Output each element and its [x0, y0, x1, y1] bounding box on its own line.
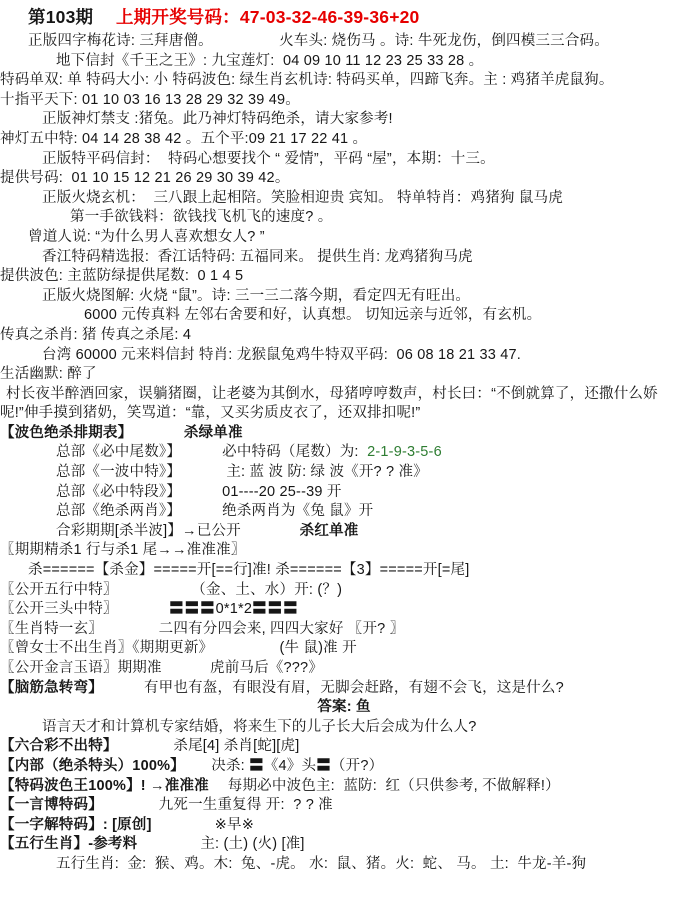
line-segment: 【特码波色王100%】! →准准准 [0, 777, 209, 794]
line-segment: 〓〓〓 [252, 601, 299, 618]
line-segment: 十指平天下: 01 10 03 16 13 28 29 32 39 49。 [0, 91, 300, 108]
text-line [0, 287, 688, 307]
line-segment: 【六合彩不出特】 [0, 738, 111, 755]
text-line [0, 91, 688, 111]
text-line [0, 777, 688, 797]
text-line [0, 248, 688, 268]
line-segment: 主: (土) (火) [准] [137, 836, 305, 853]
text-line [0, 737, 688, 757]
line-segment: 正版神灯禁支 :猪兔。此乃神灯特码绝杀，请大家参考! [42, 111, 393, 128]
line-segment: 〓〓〓 [169, 601, 216, 618]
line-segment: 特码单双: 单 特码大小: 小 特码波色: 绿生肖玄机诗: 特码买单，四蹄飞奔。主 : 鸡猪羊虎鼠狗。 [0, 72, 614, 89]
line-segment: 【脑筋急转弯】 [0, 679, 96, 696]
line-segment: 每期必中波色主: 蓝防: 红（只供参考, 不做解释!） [208, 777, 560, 794]
line-segment: 提供波色: 主蓝防绿提供尾数: 0 1 4 5 [0, 268, 244, 285]
line-segment: 杀======【杀金】=====开[==行]准! 杀======【3】=====开[=尾] [28, 562, 470, 579]
text-line [0, 306, 688, 326]
text-line [0, 32, 688, 52]
line-segment: 总部《绝杀两肖》】 绝杀两肖为《兔 鼠》开 [56, 503, 374, 520]
line-segment: 2-1-9-3-5-6 [367, 444, 442, 461]
text-line [0, 71, 688, 91]
line-segment: 神灯五中特: 04 14 28 38 42 。五个平:09 21 17 22 41 。 [0, 130, 368, 147]
line-segment: 【五行生肖】-参考料 [0, 836, 138, 853]
line-segment: 第103期 [28, 7, 116, 27]
line-segment: 〖曾女士不出生肖〗《期期更新》 (牛 鼠)准 开 [0, 640, 357, 657]
line-segment: 五行生肖: 金: 猴、鸡。木: 兔、-虎。 水: 鼠、猪。火: 蛇、 马。 土: 牛龙-羊-狗 [56, 855, 587, 872]
line-segment: 决杀: [177, 757, 250, 774]
line-segment: 第一手欲钱料：欲钱找飞机飞的速度? 。 [70, 209, 333, 226]
line-segment: 呢!”伸手摸到猪奶，笑骂道：“靠，又买劣质皮衣了，还双排扣呢!” [0, 405, 421, 422]
line-segment: 台湾 60000 元来料信封 特肖: 龙猴鼠兔鸡牛特双平码: 06 08 18 21 33 47. [42, 346, 521, 363]
text-line [0, 757, 688, 777]
text-line [0, 835, 688, 855]
text-line [0, 267, 688, 287]
line-segment [125, 425, 184, 441]
text-line [0, 404, 688, 424]
line-segment: 传真之杀肖: 猪 传真之杀尾: 4 [0, 326, 192, 343]
line-segment: 【一言博特码】 [0, 797, 96, 814]
line-segment: 香江特码精选报: 香江话特码: 五福同来。 提供生肖: 龙鸡猪狗马虎 [42, 248, 473, 265]
text-line [0, 679, 688, 699]
line-segment: 总部《一波中特》】 主: 蓝 波 防: 绿 波《开? ? 准》 [56, 464, 428, 481]
text-line [0, 130, 688, 150]
line-segment: 〖期期精杀1 行与杀1 尾→→准准准〗 [0, 542, 246, 559]
text-line [0, 639, 688, 659]
text-line [0, 346, 688, 366]
text-line [0, 228, 688, 248]
text-line [0, 189, 688, 209]
line-segment: 〓 [316, 757, 331, 774]
line-segment: 村长夜半醉酒回家，误躺猪圈，让老婆为其倒水，母猪哼哼数声，村长曰：“不倒就算了，还撒什么娇 [6, 385, 658, 402]
text-line [0, 52, 688, 72]
line-segment: 语言天才和计算机专家结婚，将来生下的儿子长大后会成为什么人? [42, 718, 477, 735]
text-line [0, 659, 688, 679]
line-segment: 〖公开三头中特〗 [0, 601, 170, 618]
text-line [0, 150, 688, 170]
text-line [0, 600, 688, 620]
line-segment: 〖生肖特一玄〗 二四有分四会来, 四四大家好 〖开? 〗 [0, 620, 405, 637]
line-segment: 〖公开五行中特〗 （金、土、水）开: (？) [0, 581, 343, 598]
line-segment: 杀绿单准 [183, 424, 243, 441]
text-line [0, 718, 688, 738]
text-line [0, 816, 688, 836]
line-segment: 正版火烧图解: 火烧 “鼠”。诗: 三一三二落今期，看定四无有旺出。 [42, 287, 471, 304]
text-line [0, 620, 688, 640]
text-line [0, 502, 688, 522]
line-segment: 〖公开金言玉语〗期期准 虎前马后《???》 [0, 660, 324, 676]
text-line [0, 581, 688, 601]
text-line [0, 326, 688, 346]
line-segment: 【一字解特码】: [原创] [0, 816, 152, 833]
text-line [0, 483, 688, 503]
text-line [0, 698, 688, 718]
text-line [0, 561, 688, 581]
text-line [0, 365, 688, 385]
text-line [0, 443, 688, 463]
line-segment: 【内部（绝杀特头）100%】 [0, 757, 178, 774]
line-segment: 《4》头 [263, 757, 317, 774]
line-segment: 提供号码: 01 10 15 12 21 26 29 30 39 42。 [0, 170, 290, 187]
line-segment: ※早※ [151, 816, 255, 833]
text-line [0, 522, 688, 542]
line-segment: 杀红单准 [299, 522, 359, 539]
text-line [0, 110, 688, 130]
line-segment: （开?） [330, 757, 384, 774]
line-segment: 曾道人说: “为什么男人喜欢想女人? ” [28, 228, 265, 245]
line-segment: 0*1*2 [215, 601, 253, 618]
line-segment: 杀尾[4] 杀肖[蛇][虎] [110, 738, 300, 755]
line-segment: 〓 [249, 757, 264, 774]
line-segment: 生活幽默: 醉了 [0, 366, 97, 383]
text-line [0, 169, 688, 189]
line-segment: 6000 元传真料 左邻右舍要和好，认真想。 切知远亲与近邻，有玄机。 [84, 307, 542, 324]
line-segment: 【波色绝杀排期表】 [0, 424, 126, 441]
line-segment: 正版四字梅花诗: 三拜唐僧。 火车头: 烧伤马 。诗: 牛死龙伤，倒四模三三合码。 [28, 33, 609, 49]
text-line [0, 541, 688, 561]
line-segment: 九死一生重复得 开: ? ? 准 [95, 797, 333, 814]
text-line [0, 463, 688, 483]
line-segment: 正版火烧玄机： 三八跟上起相陪。笑脸相迎贵 宾知。 特单特肖：鸡猪狗 鼠马虎 [42, 189, 563, 206]
line-segment: 有甲也有盔，有眼没有眉，无脚会赶路，有翅不会飞，这是什么? [95, 679, 564, 696]
line-segment: 总部《必中特段》】 01----20 25--39 开 [56, 483, 342, 500]
line-segment: 总部《必中尾数》】 必中特码（尾数）为: [56, 444, 368, 461]
text-line [0, 796, 688, 816]
text-line [0, 424, 688, 444]
line-segment: 地下信封《千王之王》: 九宝莲灯: 04 09 10 11 12 23 25 33 28 。 [56, 52, 484, 69]
header-line [0, 4, 688, 32]
text-lines-container [0, 4, 688, 875]
text-line [0, 855, 688, 875]
line-segment: 正版特平码信封： 特码心想要找个 “ 爱情”，平码 “屋”，本期：十三。 [42, 150, 495, 167]
line-segment: 上期开奖号码：47-03-32-46-39-36+20 [115, 7, 420, 27]
line-segment: 答案: 鱼 [317, 699, 371, 716]
text-line [0, 385, 688, 405]
text-line [0, 208, 688, 228]
line-segment: 合彩期期[杀半波]】→已公开 [56, 522, 300, 539]
